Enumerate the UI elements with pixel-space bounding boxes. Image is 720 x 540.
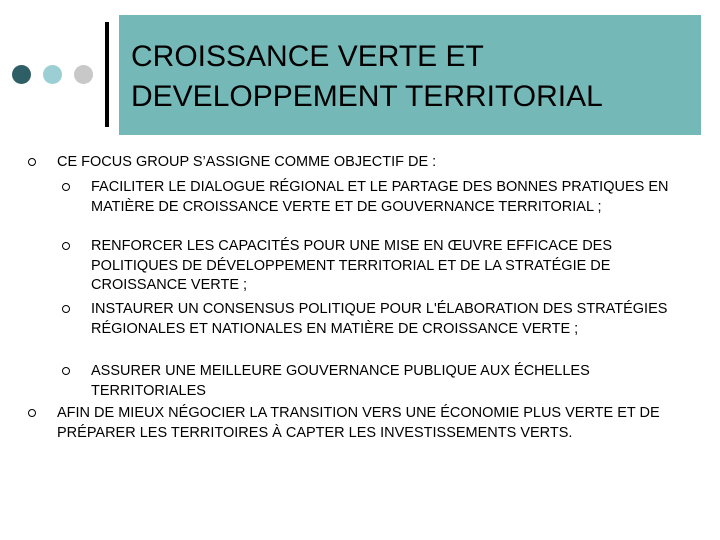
sub-list-item-text: ASSURER UNE MEILLEURE GOUVERNANCE PUBLIQUE AUX ÉCHELLES TERRITORIALES <box>91 363 590 399</box>
gray-dot-icon <box>74 65 93 84</box>
circle-bullet-icon <box>28 409 36 417</box>
circle-bullet-icon <box>62 183 70 191</box>
slide-title <box>131 37 691 117</box>
circle-bullet-icon <box>62 242 70 250</box>
dark-dot-icon <box>12 65 31 84</box>
title-divider <box>105 22 109 127</box>
sub-list-item-text: INSTAURER UN CONSENSUS POLITIQUE POUR L'ÉLABORATION DES STRATÉGIES RÉGIONALES ET NATIONALES EN MATIÈRE DE CROISSANCE VERTE ; <box>91 301 668 337</box>
teal-dot-icon <box>43 65 62 84</box>
title-line-1: CROISSANCE VERTE ET <box>131 40 484 73</box>
list-item-text: CE FOCUS GROUP S’ASSIGNE COMME OBJECTIF DE : <box>57 154 437 170</box>
sub-list-item <box>91 362 699 401</box>
sub-list-item <box>91 300 699 339</box>
list-item-outro <box>57 404 697 443</box>
list-item-intro <box>57 153 697 173</box>
list-item-text: AFIN DE MIEUX NÉGOCIER LA TRANSITION VERS UNE ÉCONOMIE PLUS VERTE ET DE PRÉPARER LES TERRITOIRES À CAPTER LES INVESTISSEMENTS VERTS. <box>57 405 660 441</box>
circle-bullet-icon <box>62 367 70 375</box>
circle-bullet-icon <box>62 305 70 313</box>
title-banner <box>119 15 701 135</box>
title-line-2: DEVELOPPEMENT TERRITORIAL <box>131 80 603 113</box>
circle-bullet-icon <box>28 158 36 166</box>
sub-list-item <box>91 178 699 217</box>
sub-list-item-text: FACILITER LE DIALOGUE RÉGIONAL ET LE PARTAGE DES BONNES PRATIQUES EN MATIÈRE DE CROISSANCE VERTE ET DE GOUVERNANCE TERRITORIAL ; <box>91 179 669 215</box>
sub-list-item <box>91 237 699 296</box>
sub-list-item-text: RENFORCER LES CAPACITÉS POUR UNE MISE EN ŒUVRE EFFICACE DES POLITIQUES DE DÉVELOPPEMENT TERRITORIAL ET DE LA STRATÉGIE DE CROISSANCE VERTE ; <box>91 238 613 293</box>
